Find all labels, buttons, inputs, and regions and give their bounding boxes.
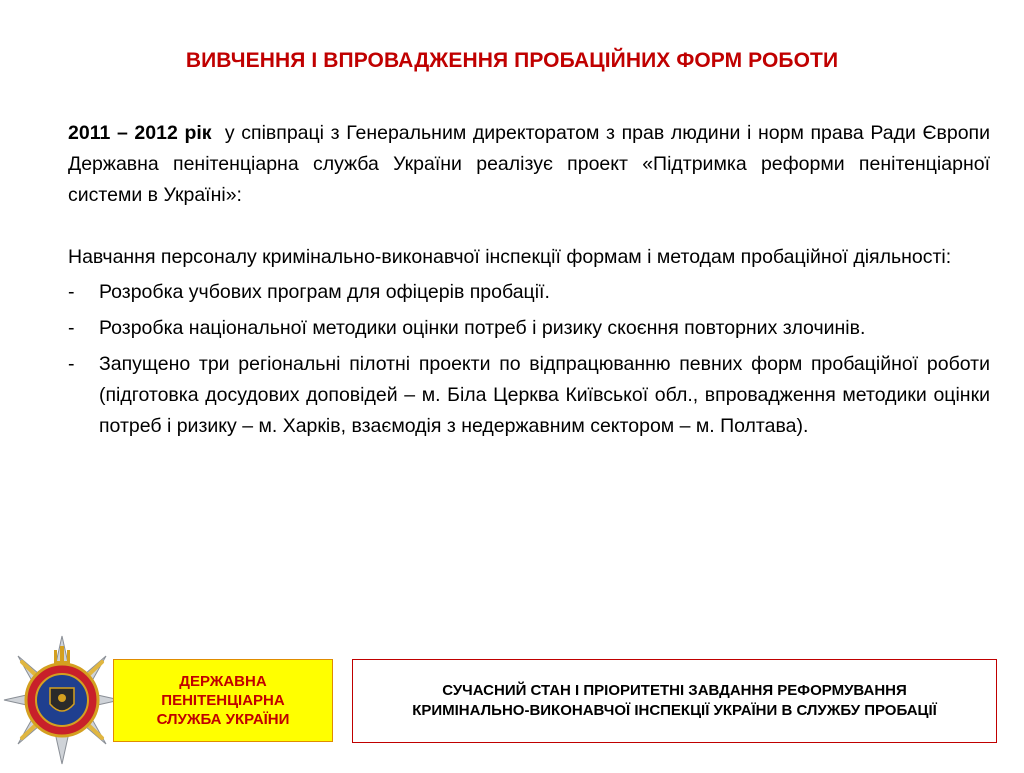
list-item (68, 349, 990, 442)
slide-title: ВИВЧЕННЯ І ВПРОВАДЖЕННЯ ПРОБАЦІЙНИХ ФОРМ РОБОТИ (185, 49, 839, 72)
state-penitentiary-service-emblem-icon (0, 632, 124, 768)
list-item (68, 277, 990, 308)
training-list (68, 277, 990, 442)
org-name-line: СЛУЖБА УКРАЇНИ (156, 711, 290, 728)
org-name-line: ДЕРЖАВНА (179, 673, 267, 690)
caption-line: СУЧАСНИЙ СТАН І ПРІОРИТЕТНІ ЗАВДАННЯ РЕФОРМУВАННЯ (442, 682, 907, 699)
intro-paragraph (68, 118, 990, 211)
presentation-caption-box (352, 659, 997, 743)
org-name-line: ПЕНІТЕНЦІАРНА (161, 692, 285, 709)
organization-name-box (113, 659, 333, 742)
list-item-text: Запущено три регіональні пілотні проекти по відпрацюванню певних форм пробаційної роботи (підготовка досудових доповідей – м. Біла Церква Київської обл., впровадження методики оцінки потреб і ризику – м. Харків, взаємодія з недержавним сектором – м. Полтава). (99, 353, 990, 437)
slide-content (68, 118, 990, 447)
bullet-dash: - (68, 317, 75, 339)
list-item-text: Розробка учбових програм для офіцерів пробації. (99, 281, 550, 303)
bullet-dash: - (68, 353, 75, 375)
list-item-text: Розробка національної методики оцінки потреб і ризику скоєння повторних злочинів. (99, 317, 866, 339)
intro-text: у співпраці з Генеральним директоратом з прав людини і норм права Ради Європи Державна пенітенціарна служба України реалізує проект «Підтримка реформи пенітенціарної системи в Україні»: (68, 122, 991, 206)
list-item (68, 313, 990, 344)
caption-line: КРИМІНАЛЬНО-ВИКОНАВЧОЇ ІНСПЕКЦІЇ УКРАЇНИ В СЛУЖБУ ПРОБАЦІЇ (412, 702, 937, 719)
bullet-dash: - (68, 281, 75, 303)
intro-year: 2011 – 2012 рік (68, 122, 212, 144)
training-heading: Навчання персоналу кримінально-виконавчої інспекції формам і методам пробаційної діяльності: (68, 246, 952, 268)
